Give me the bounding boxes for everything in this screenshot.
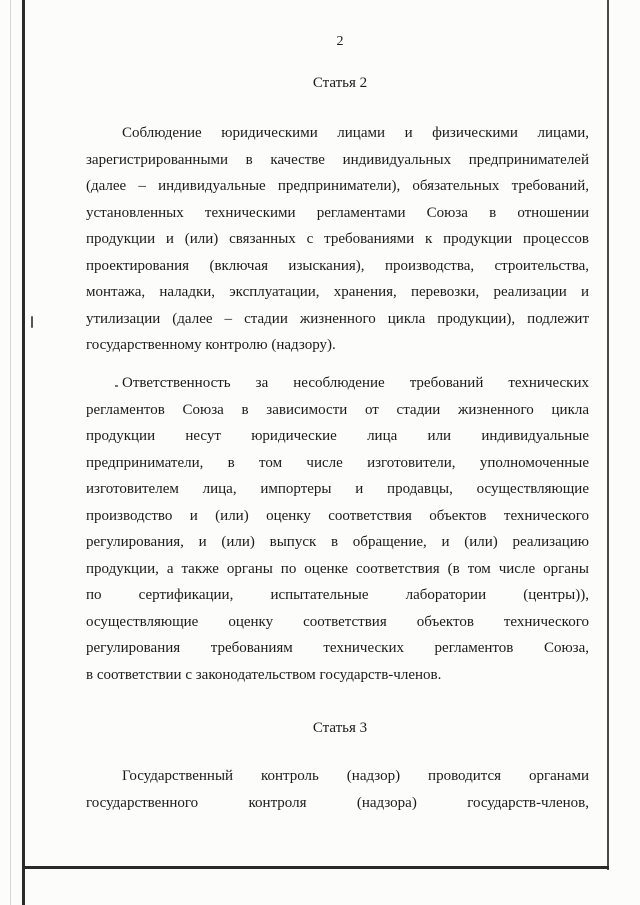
- scan-edge-shadow: [10, 0, 11, 905]
- text-line: производство и (или) оценку соответствия объектов технического: [86, 507, 589, 524]
- text-line: (далее – индивидуальные предприниматели), обязательных требований,: [86, 178, 589, 194]
- scan-edge-bottom: [22, 866, 609, 869]
- text-line: Государственный контроль (надзор) проводится органами: [122, 768, 589, 784]
- text-line: в соответствии с законодательством государств-членов.: [86, 666, 442, 683]
- text-line: Соблюдение юридическими лицами и физическими лицами,: [122, 125, 589, 141]
- scan-edge-right: [607, 0, 609, 870]
- text-line: государственному контролю (надзору).: [86, 337, 336, 353]
- text-line: по сертификации, испытательные лаборатории (центры)),: [86, 587, 589, 603]
- page-number: 2: [336, 34, 344, 49]
- text-line: регламентов Союза в зависимости от стадии жизненного цикла: [86, 401, 589, 418]
- article-2-paragraph-2: [86, 370, 589, 688]
- scan-edge-left: [22, 0, 25, 905]
- text-line: продукции, а также органы по оценке соответствия (в том числе органы: [86, 560, 589, 577]
- text-line: установленных техническими регламентами Союза в отношении: [86, 204, 589, 221]
- text-line: государственного контроля (надзора) государств-членов,: [86, 794, 589, 811]
- text-line: утилизации (далее – стадии жизненного цикла продукции), подлежит: [86, 310, 589, 327]
- text-line: предприниматели, в том числе изготовители, уполномоченные: [86, 454, 589, 471]
- text-line: осуществляющие оценку соответствия объектов технического: [86, 613, 589, 630]
- article-3-heading: Статья 3: [312, 720, 368, 736]
- article-2-paragraph-1: [86, 120, 589, 359]
- text-line: изготовителем лица, импортеры и продавцы, осуществляющие: [86, 481, 589, 497]
- text-line: регулирования требованиям технических регламентов Союза,: [86, 640, 589, 656]
- article-3-paragraph-1: [86, 763, 589, 816]
- text-line: Ответственность за несоблюдение требований технических: [122, 375, 589, 391]
- text-line: проектирования (включая изыскания), производства, строительства,: [86, 257, 589, 274]
- text-line: регулирования, и (или) выпуск в обращение, и (или) реализацию: [86, 534, 589, 550]
- article-2-heading: Статья 2: [312, 75, 368, 91]
- text-line: монтажа, наладки, эксплуатации, хранения, перевозки, реализации и: [86, 284, 589, 300]
- scan-speck: [31, 316, 33, 328]
- text-line: продукции и (или) связанных с требованиями к продукции процессов: [86, 231, 589, 247]
- text-line: продукции несут юридические лица или индивидуальные: [86, 428, 589, 444]
- text-line: зарегистрированными в качестве индивидуальных предпринимателей: [86, 151, 589, 168]
